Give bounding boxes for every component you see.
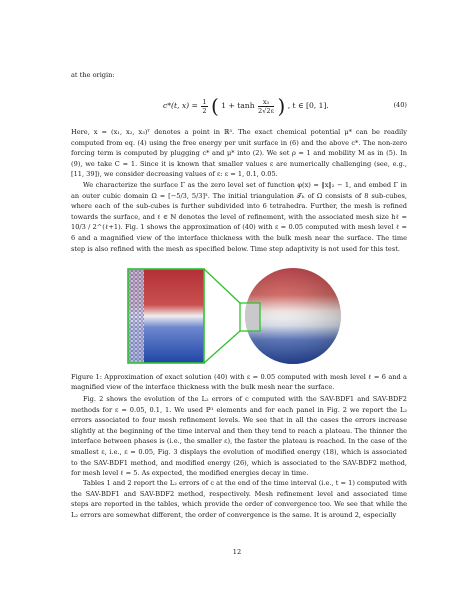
- paragraph-1: Here, x = (x₁, x₂, x₃)ᵀ denotes a point in ℝ³. The exact chemical potential μ* can be readily computed from eq. (4) using the free energy per unit surface in (6) and the above c*. The non-zero forcing term is computed by plugging c* and μ* into (2). We set ρ = 1 and mobility M as in (5). In (9), we take C = 1. Since it is known that smaller values ε are numerically challenging (see, e.g., [11, 39]), we consider decreasing values of ε: ε = 1, 0.1, 0.05.: [71, 128, 407, 179]
- paragraph-3: Fig. 2 shows the evolution of the L₂ errors of c computed with the SAV-BDF1 and SAV-BDF2 methods for ε = 0.05, 0.1, 1. We used ℙ¹ elements and for each panel in Fig. 2 we report the L₂ errors associated to four mesh refinement levels. We see that in all the cases the errors increase slightly at the beginning of the time interval and then they tend to reach a plateau. The thinner the interface between phases is (i.e., the smaller ε), the faster the plateau is reached. In the case of the smallest ε, i.e., ε = 0.05, Fig. 3 displays the evolution of modified energy (18), which is associated to the SAV-BDF1 method, and modified energy (26), which is associated to the SAV-BDF2 method, for mesh level ℓ = 5. As expected, the modified energies decay in time.: [71, 395, 407, 478]
- page-number: 12: [232, 548, 242, 556]
- right-paren: ): [277, 94, 286, 118]
- tanh-term: 1 + tanh: [221, 101, 255, 110]
- equation-lhs: c*(t, x) =: [163, 101, 198, 110]
- sphere-solution: [240, 268, 341, 364]
- paragraph-4: Tables 1 and 2 report the L₂ errors of c at the end of the time interval (i.e., t = 1) computed with the SAV-BDF1 and SAV-BDF2 method, respectively. Mesh refinement level and associated time steps are reported in the tables, which provide the order of convergence too. We see that while the L₂ errors are somewhat different, the order of convergence is the same. It is around 2, especially: [71, 479, 407, 519]
- equation-number: (40): [393, 101, 407, 109]
- figure-1: [126, 265, 351, 367]
- equation-body: [163, 94, 329, 118]
- connector-bottom: [204, 331, 240, 363]
- figure-caption: Figure 1: Approximation of exact solution (40) with ε = 0.05 computed with mesh level ℓ = 6 and a magnified view of the interface thickness with the bulk mesh near the surface.: [71, 373, 407, 391]
- left-paren: (: [210, 94, 219, 118]
- equation-40: [71, 92, 407, 122]
- equation-condition: , t ∈ [0, 1].: [287, 101, 329, 110]
- zoom-inset: [128, 269, 204, 363]
- fraction-inner: $\frac{\text{x₃}}{2√2\varepsilon}$: [258, 97, 275, 115]
- figure-graphic: [126, 265, 351, 367]
- intro-text: at the origin:: [71, 71, 115, 79]
- fraction-half: $\frac{1}{2}$: [202, 97, 207, 115]
- paragraph-2: We characterize the surface Γ as the zero level set of function φ(x) = ‖x‖₂ − 1, and embed Γ in an outer cubic domain Ω = [−5/3, 5/3]³. The initial triangulation 𝒯ₕ of Ω consists of 8 sub-cubes, where each of the sub-cubes is further subdivided into 6 tetrahedra. Further, the mesh is refined towards the surface, and ℓ ∈ ℕ denotes the level of refinement, with the associated mesh size hℓ = 10/3 / 2^(ℓ+1). Fig. 1 shows the approximation of (40) with ε = 0.05 computed with mesh level ℓ = 6 and a magnified view of the interface thickness with the bulk mesh near the surface. The time step is also refined with the mesh as specified below. Time step adaptivity is not used for this test.: [71, 181, 407, 253]
- connector-top: [204, 269, 240, 303]
